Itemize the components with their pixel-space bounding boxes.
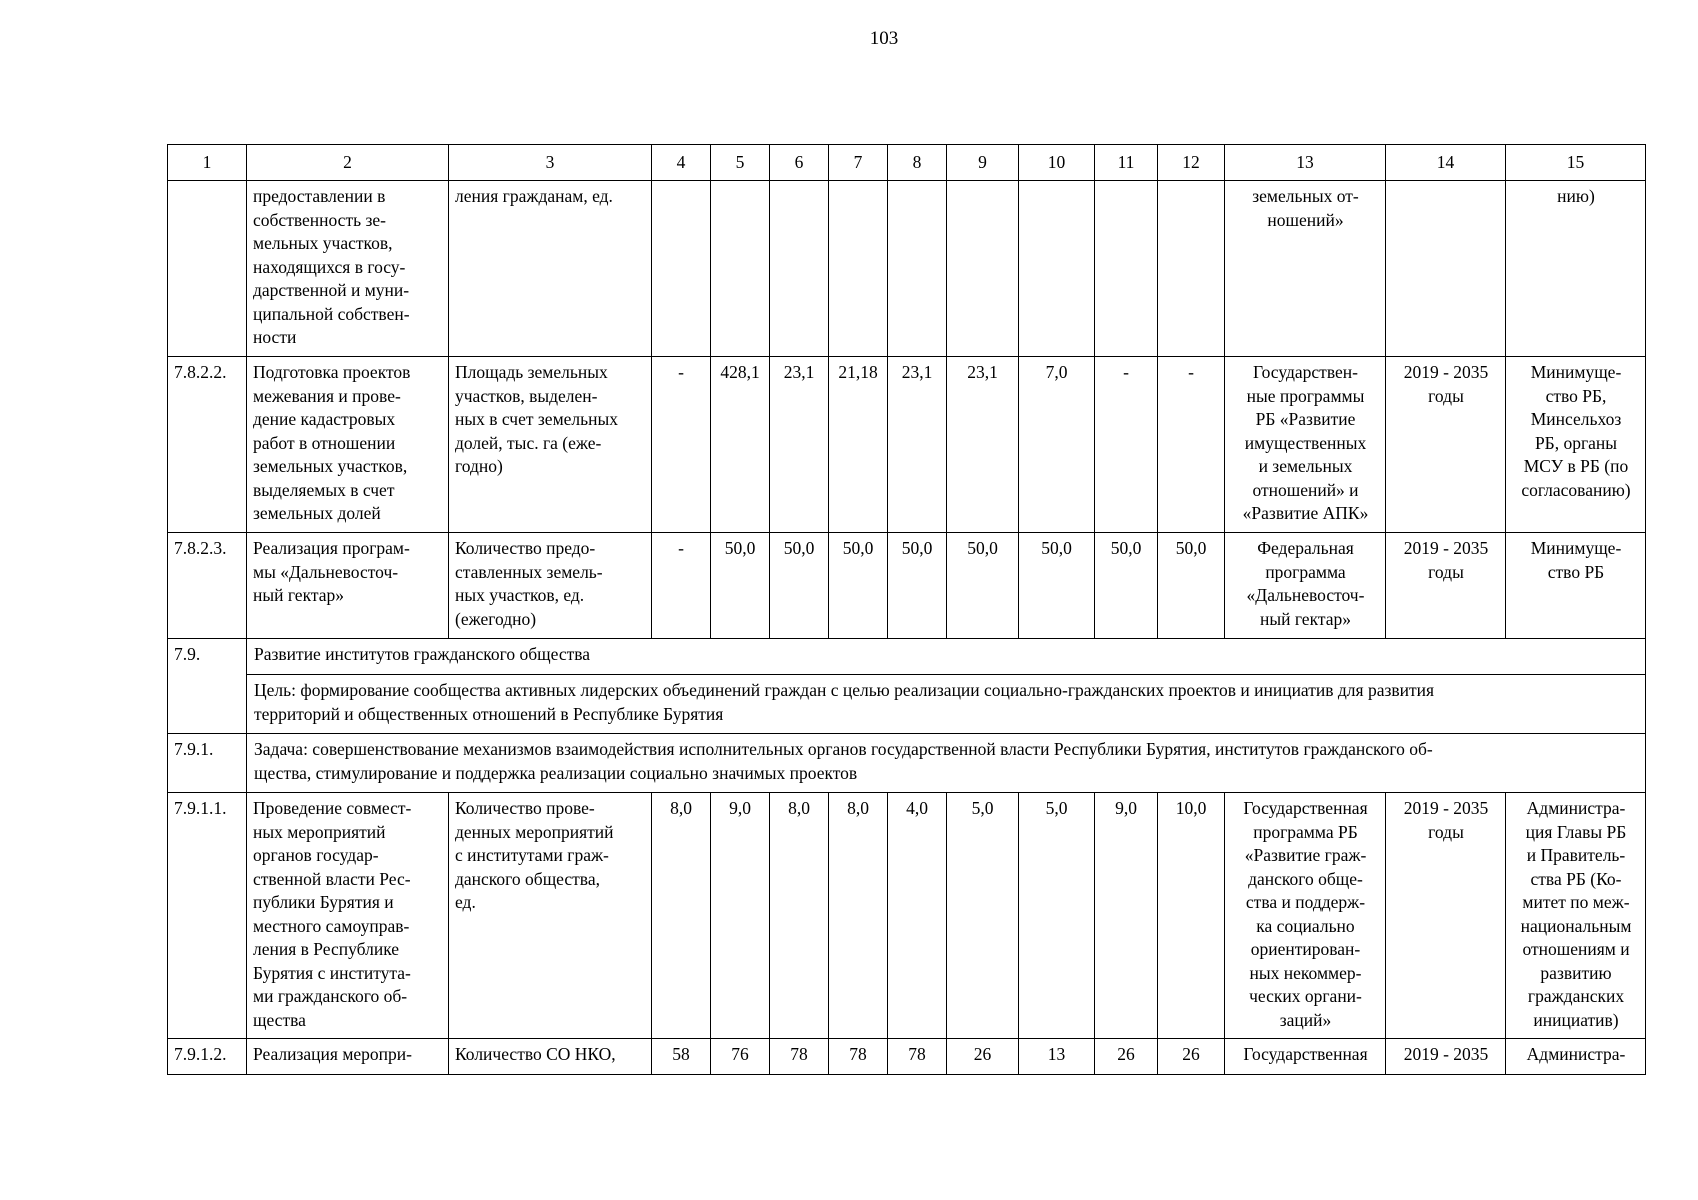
- cell-value: -: [1095, 357, 1158, 533]
- cell-responsible: нию): [1506, 181, 1646, 357]
- table-row: [168, 181, 1646, 357]
- cell-value: 78: [770, 1039, 829, 1075]
- cell-program: Государственная: [1225, 1039, 1386, 1075]
- cell-value: 8,0: [652, 793, 711, 1039]
- header-cell-14: 14: [1386, 145, 1506, 181]
- cell-period: 2019 - 2035 годы: [1386, 793, 1506, 1039]
- cell-value: 50,0: [711, 533, 770, 639]
- cell-value: 4,0: [888, 793, 947, 1039]
- cell-value: 58: [652, 1039, 711, 1075]
- cell-value: -: [652, 533, 711, 639]
- cell-value: 23,1: [770, 357, 829, 533]
- header-cell-13: 13: [1225, 145, 1386, 181]
- cell-id: 7.9.1.2.: [168, 1039, 247, 1075]
- cell-id: [168, 181, 247, 357]
- cell-responsible: Минимуще- ство РБ: [1506, 533, 1646, 639]
- task-id: 7.9.1.: [168, 734, 247, 793]
- cell-id: 7.8.2.2.: [168, 357, 247, 533]
- cell-value: 50,0: [829, 533, 888, 639]
- cell-value: 78: [829, 1039, 888, 1075]
- header-cell-3: 3: [449, 145, 652, 181]
- cell-activity: Подготовка проектов межевания и прове- дение кадастровых работ в отношении земельных участков, выделяемых в счет земельных долей: [247, 357, 449, 533]
- cell-value: 76: [711, 1039, 770, 1075]
- header-cell-7: 7: [829, 145, 888, 181]
- cell-id: 7.8.2.3.: [168, 533, 247, 639]
- cell-id: 7.9.1.1.: [168, 793, 247, 1039]
- header-cell-2: 2: [247, 145, 449, 181]
- task-row: [168, 734, 1646, 793]
- cell-value: 78: [888, 1039, 947, 1075]
- section-row: [168, 639, 1646, 675]
- cell-responsible: Администра-: [1506, 1039, 1646, 1075]
- table-row: [168, 533, 1646, 639]
- cell-activity: предоставлении в собственность зе- мельных участков, находящихся в госу- дарственной и муни- ципальной собствен- ности: [247, 181, 449, 357]
- table-row: [168, 1039, 1646, 1075]
- cell-responsible: Минимуще- ство РБ, Минсельхоз РБ, органы МСУ в РБ (по согласованию): [1506, 357, 1646, 533]
- cell-value: 21,18: [829, 357, 888, 533]
- program-table: [167, 144, 1646, 1075]
- cell-value: 50,0: [1095, 533, 1158, 639]
- cell-value: 23,1: [947, 357, 1019, 533]
- header-cell-11: 11: [1095, 145, 1158, 181]
- header-cell-4: 4: [652, 145, 711, 181]
- table-row: [168, 357, 1646, 533]
- cell-program: Государственная программа РБ «Развитие граж- данского обще- ства и поддерж- ка социально ориентирован- ных некоммер- ческих органи- заций»: [1225, 793, 1386, 1039]
- header-cell-5: 5: [711, 145, 770, 181]
- cell-value: 9,0: [711, 793, 770, 1039]
- cell-value: 50,0: [888, 533, 947, 639]
- page-number: 103: [869, 28, 899, 49]
- header-cell-8: 8: [888, 145, 947, 181]
- header-cell-9: 9: [947, 145, 1019, 181]
- cell-value: -: [1158, 357, 1225, 533]
- header-cell-1: 1: [168, 145, 247, 181]
- cell-activity: Проведение совмест- ных мероприятий органов государ- ственной власти Рес- публики Бурятия и местного самоуправ- ления в Республике Бурятия с института- ми гражданского об- щества: [247, 793, 449, 1039]
- cell-value: 5,0: [947, 793, 1019, 1039]
- cell-period: 2019 - 2035 годы: [1386, 357, 1506, 533]
- cell-indicator: Количество предо- ставленных земель- ных участков, ед. (ежегодно): [449, 533, 652, 639]
- cell-value: 23,1: [888, 357, 947, 533]
- cell-value: -: [652, 357, 711, 533]
- cell-value: 8,0: [770, 793, 829, 1039]
- cell-value: 50,0: [947, 533, 1019, 639]
- cell-value: 9,0: [1095, 793, 1158, 1039]
- cell-value: 26: [947, 1039, 1019, 1075]
- header-cell-15: 15: [1506, 145, 1646, 181]
- cell-value: 428,1: [711, 357, 770, 533]
- goal-row: [168, 675, 1646, 734]
- cell-program: земельных от- ношений»: [1225, 181, 1386, 357]
- header-cell-12: 12: [1158, 145, 1225, 181]
- cell-value: 50,0: [1158, 533, 1225, 639]
- cell-value: 13: [1019, 1039, 1095, 1075]
- cell-value: 50,0: [770, 533, 829, 639]
- header-cell-6: 6: [770, 145, 829, 181]
- cell-indicator: Площадь земельных участков, выделен- ных в счет земельных долей, тыс. га (еже- годно): [449, 357, 652, 533]
- cell-period: 2019 - 2035: [1386, 1039, 1506, 1075]
- section-goal: Цель: формирование сообщества активных лидерских объединений граждан с целью реализации социально-гражданских проектов и инициатив для развития территорий и общественных отношений в Республике Бурятия: [247, 675, 1646, 734]
- cell-program: Федеральная программа «Дальневосточ- ный гектар»: [1225, 533, 1386, 639]
- cell-indicator: Количество прове- денных мероприятий с институтами граж- данского общества, ед.: [449, 793, 652, 1039]
- cell-period: 2019 - 2035 годы: [1386, 533, 1506, 639]
- cell-value: 5,0: [1019, 793, 1095, 1039]
- header-row: [168, 145, 1646, 181]
- cell-activity: Реализация меропри-: [247, 1039, 449, 1075]
- cell-indicator: ления гражданам, ед.: [449, 181, 652, 357]
- section-title: Развитие институтов гражданского общества: [247, 639, 1646, 675]
- cell-value: 10,0: [1158, 793, 1225, 1039]
- cell-value: 7,0: [1019, 357, 1095, 533]
- cell-value: 26: [1158, 1039, 1225, 1075]
- cell-program: Государствен- ные программы РБ «Развитие имущественных и земельных отношений» и «Развитие АПК»: [1225, 357, 1386, 533]
- cell-activity: Реализация програм- мы «Дальневосточ- ный гектар»: [247, 533, 449, 639]
- cell-value: 8,0: [829, 793, 888, 1039]
- section-id: 7.9.: [168, 639, 247, 734]
- cell-responsible: Администра- ция Главы РБ и Правитель- ства РБ (Ко- митет по меж- национальным отношениям и развитию гражданских инициатив): [1506, 793, 1646, 1039]
- cell-value: 26: [1095, 1039, 1158, 1075]
- cell-indicator: Количество СО НКО,: [449, 1039, 652, 1075]
- table-row: [168, 793, 1646, 1039]
- cell-value: 50,0: [1019, 533, 1095, 639]
- task-text: Задача: совершенствование механизмов взаимодействия исполнительных органов государственной власти Республики Бурятия, институтов гражданского об- щества, стимулирование и поддержка реализации социально значимых проектов: [247, 734, 1646, 793]
- header-cell-10: 10: [1019, 145, 1095, 181]
